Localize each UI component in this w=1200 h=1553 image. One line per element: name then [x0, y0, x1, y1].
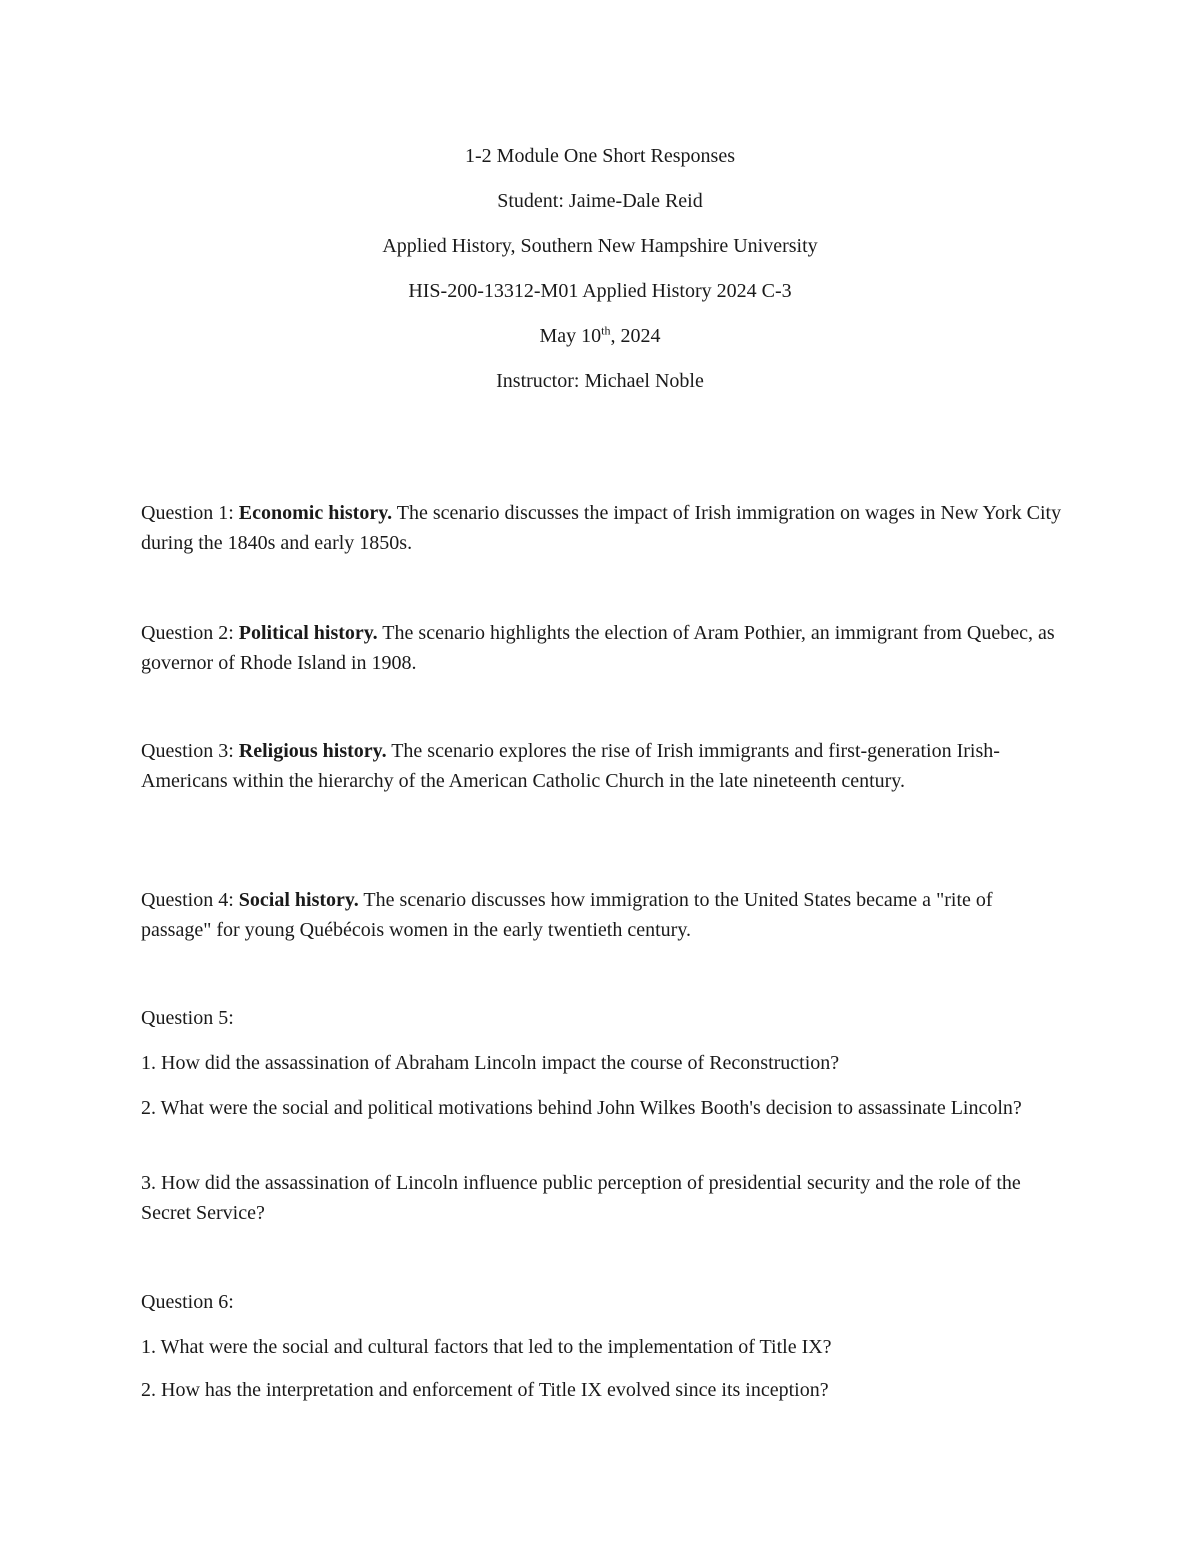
student-name: Student: Jaime-Dale Reid	[497, 190, 703, 212]
question-4-label: Question 4:	[141, 889, 239, 911]
question-6-label: Question 6:	[141, 1291, 234, 1313]
question-6	[141, 1287, 1066, 1317]
question-2	[141, 618, 1066, 678]
question-3-label: Question 3:	[141, 740, 239, 762]
question-4-heading: Social history.	[238, 889, 359, 911]
list-item: 2. What were the social and political motivations behind John Wilkes Booth's decision to assassinate Lincoln?	[141, 1097, 1022, 1119]
question-2-text: The scenario highlights the election of Aram Pothier, an immigrant from Quebec, as governor of Rhode Island in 1908.	[141, 622, 1055, 674]
date-line	[0, 321, 1200, 351]
instructor-line: Instructor: Michael Noble	[496, 370, 704, 392]
question-1-heading: Economic history.	[238, 502, 393, 524]
question-6-item-1	[141, 1332, 1066, 1362]
question-1-paragraph	[141, 498, 1066, 558]
list-item: 1. What were the social and cultural factors that led to the implementation of Title IX?	[141, 1336, 832, 1358]
question-2-heading: Political history.	[238, 622, 378, 644]
question-2-label: Question 2:	[141, 622, 239, 644]
title-block	[0, 141, 1200, 411]
question-4-text: The scenario discusses how immigration to the United States became a "rite of passage" for young Québécois women in the early twentieth century.	[141, 889, 993, 941]
question-3-paragraph	[141, 736, 1066, 796]
question-1	[141, 498, 1066, 558]
date-suffix: , 2024	[610, 325, 661, 347]
date-superscript: th	[601, 323, 611, 338]
question-5-label: Question 5:	[141, 1007, 234, 1029]
document-title: 1-2 Module One Short Responses	[465, 145, 735, 167]
question-4	[141, 885, 1066, 945]
question-2-paragraph	[141, 618, 1066, 678]
course-line: HIS-200-13312-M01 Applied History 2024 C-3	[408, 280, 792, 302]
question-5-item-3	[141, 1168, 1066, 1228]
date-prefix: May 10	[539, 325, 602, 347]
question-3-text: The scenario explores the rise of Irish immigrants and first-generation Irish-Americans within the hierarchy of the American Catholic Church in the late nineteenth century.	[141, 740, 1000, 792]
question-5-item-1	[141, 1048, 1066, 1078]
program-line: Applied History, Southern New Hampshire University	[382, 235, 818, 257]
list-item: 1. How did the assassination of Abraham Lincoln impact the course of Reconstruction?	[141, 1052, 840, 1074]
question-3-heading: Religious history.	[238, 740, 387, 762]
question-1-label: Question 1:	[141, 502, 239, 524]
question-5	[141, 1003, 1066, 1033]
question-6-item-2	[141, 1375, 1066, 1405]
question-4-paragraph	[141, 885, 1066, 945]
list-item: 2. How has the interpretation and enforcement of Title IX evolved since its inception?	[141, 1379, 829, 1401]
question-1-text: The scenario discusses the impact of Irish immigration on wages in New York City during the 1840s and early 1850s.	[141, 502, 1062, 554]
question-5-item-2	[141, 1093, 1066, 1123]
list-item: 3. How did the assassination of Lincoln influence public perception of presidential security and the role of the Secret Service?	[141, 1172, 1021, 1224]
question-3	[141, 736, 1066, 796]
